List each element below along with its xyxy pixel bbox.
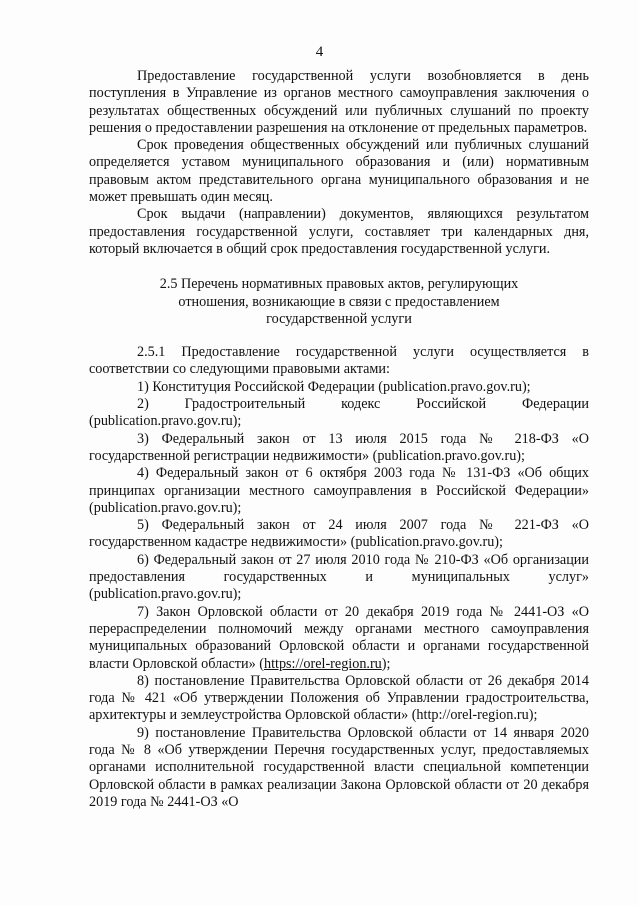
list-item-act-4: 4) Федеральный закон от 6 октября 2003 года № 131-ФЗ «Об общих принципах организации местного самоуправления в Российской Федерации» (publication.pravo.gov.ru); [89,465,589,516]
act-7-closing: ); [381,655,391,672]
section-heading-line: государственной услуги [266,310,412,327]
list-item-act-9: 9) постановление Правительства Орловской области от 14 января 2020 года № 8 «Об утверждении Перечня государственных услуг, предоставляемых органами исполнительной государственной власти специальной компетенции Орловской области в рамках реализации Закона Орловской области от 20 декабря 2019 года № 2441-ОЗ «О [89,724,589,810]
orel-region-link[interactable]: https://orel-region.ru [263,655,382,672]
paragraph-issuance-term: Срок выдачи (направлении) документов, являющихся результатом предоставления государственной услуги, составляет три календарных дня, который включается в общий срок предоставления государственной услуги. [89,206,589,257]
list-item-act-1: 1) Конституция Российской Федерации (publication.pravo.gov.ru); [137,378,531,395]
list-item-act-6: 6) Федеральный закон от 27 июля 2010 года № 210-ФЗ «Об организации предоставления государственных и муниципальных услуг» (publication.pravo.gov.ru); [89,551,589,603]
section-heading-line: 2.5 Перечень нормативных правовых актов, регулирующих [159,276,519,293]
document-body [89,68,589,811]
paragraph-intro: 2.5.1 Предоставление государственной услуги осуществляется в соответствии со следующими правовыми актами: [89,344,589,378]
section-heading [89,276,589,328]
list-item-act-5: 5) Федеральный закон от 24 июля 2007 года № 221-ФЗ «О государственном кадастре недвижимости» (publication.pravo.gov.ru); [89,517,589,551]
list-item-act-8: 8) постановление Правительства Орловской области от 26 декабря 2014 года № 421 «Об утверждении Положения об Управлении градостроительства, архитектуры и землеустройства Орловской области» (http://orel-region.ru); [89,672,589,724]
paragraph-resumption: Предоставление государственной услуги возобновляется в день поступления в Управление из органов местного самоуправления заключения о результатах общественных обсуждений или публичных слушаний по проекту решения о предоставлении разрешения на отклонение от предельных параметров. [89,68,589,136]
paragraph-hearings-term: Срок проведения общественных обсуждений или публичных слушаний определяется уставом муниципального образования и (или) нормативным правовым актом представительного органа муниципального образования и не может превышать один месяц. [89,137,589,206]
list-item-act-7 [89,604,589,673]
page-number: 4 [315,44,324,60]
act-7-text: 7) Закон Орловской области от 20 декабря 2019 года № 2441-ОЗ «О перераспределении полномочий между органами местного самоуправления муниципальных образований Орловской области и органами государственной власти Орловской области» ( [89,603,589,672]
list-item-act-3: 3) Федеральный закон от 13 июля 2015 года № 218-ФЗ «О государственной регистрации недвижимости» (publication.pravo.gov.ru); [89,430,589,464]
section-heading-line: отношения, возникающие в связи с предоставлением [178,293,500,310]
list-item-act-2: 2) Градостроительный кодекс Российской Федерации (publication.pravo.gov.ru); [89,396,589,430]
